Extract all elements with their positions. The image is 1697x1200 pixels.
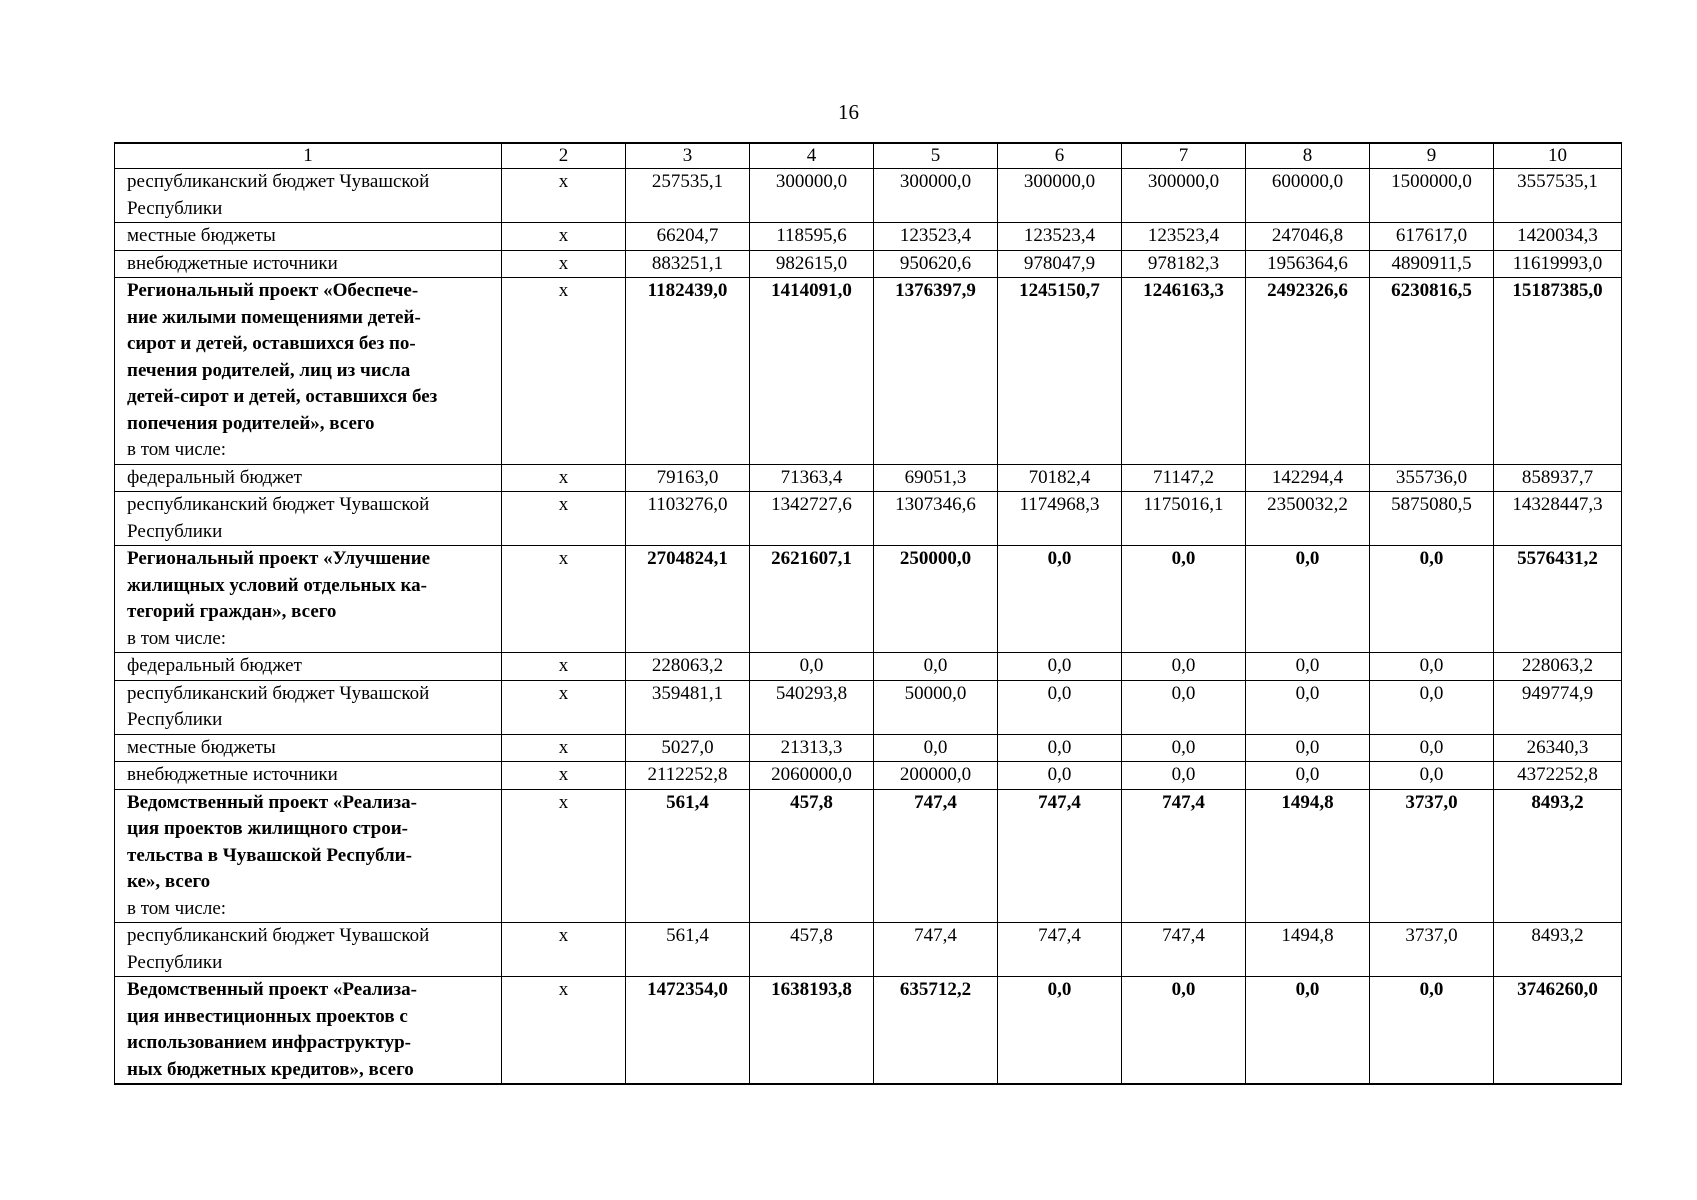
column-2-cell: х (502, 762, 626, 790)
value-cell: 8493,2 (1494, 789, 1622, 923)
funding-source-label (127, 681, 491, 734)
value-cell: 747,4 (1122, 923, 1246, 977)
value-cell: 300000,0 (998, 169, 1122, 223)
value-cell: 257535,1 (626, 169, 750, 223)
column-header-4: 4 (750, 143, 874, 169)
label-line: детей-сирот и детей, оставшихся без (127, 386, 438, 407)
value-cell: 0,0 (874, 653, 998, 681)
label-line: ция проектов жилищного строи- (127, 818, 409, 839)
row-label (115, 923, 502, 977)
value-cell: 561,4 (626, 923, 750, 977)
column-header-6: 6 (998, 143, 1122, 169)
value-cell: 0,0 (1370, 680, 1494, 734)
value-cell: 228063,2 (1494, 653, 1622, 681)
value-cell: 359481,1 (626, 680, 750, 734)
column-2-cell: х (502, 169, 626, 223)
label-line: Республики (127, 709, 223, 730)
value-cell: 1376397,9 (874, 278, 998, 465)
label-line: Ведомственный проект «Реализа- (127, 979, 417, 1000)
label-line: Региональный проект «Обеспече- (127, 280, 419, 301)
column-2-cell: х (502, 923, 626, 977)
row-label (115, 223, 502, 251)
column-header-1: 1 (115, 143, 502, 169)
value-cell: 250000,0 (874, 546, 998, 653)
table-body (115, 143, 1622, 1084)
value-cell: 540293,8 (750, 680, 874, 734)
value-cell: 5027,0 (626, 734, 750, 762)
value-cell: 66204,7 (626, 223, 750, 251)
column-2-cell: х (502, 789, 626, 923)
value-cell: 123523,4 (998, 223, 1122, 251)
value-cell: 6230816,5 (1370, 278, 1494, 465)
value-cell: 0,0 (998, 977, 1122, 1085)
label-line: попечения родителей», всего (127, 412, 375, 434)
value-cell: 300000,0 (1122, 169, 1246, 223)
value-cell: 858937,7 (1494, 464, 1622, 492)
table-row (115, 762, 1622, 790)
label-line: ние жилыми помещениями детей- (127, 306, 421, 328)
value-cell: 0,0 (1370, 762, 1494, 790)
value-cell: 3557535,1 (1494, 169, 1622, 223)
project-title (127, 546, 491, 626)
label-line: республиканский бюджет Чувашской (127, 171, 430, 192)
value-cell: 0,0 (750, 653, 874, 681)
project-title (127, 278, 491, 437)
value-cell: 1414091,0 (750, 278, 874, 465)
funding-source-label: внебюджетные источники (127, 764, 338, 785)
value-cell: 1182439,0 (626, 278, 750, 465)
value-cell: 21313,3 (750, 734, 874, 762)
row-label (115, 762, 502, 790)
table-row (115, 250, 1622, 278)
value-cell: 0,0 (1246, 653, 1370, 681)
including-label: в том числе: (127, 627, 227, 649)
column-2-cell: х (502, 278, 626, 465)
value-cell: 0,0 (1122, 680, 1246, 734)
value-cell: 228063,2 (626, 653, 750, 681)
table-row (115, 789, 1622, 923)
budget-table (114, 142, 1622, 1085)
value-cell: 600000,0 (1246, 169, 1370, 223)
label-line: республиканский бюджет Чувашской (127, 682, 430, 704)
value-cell: 747,4 (874, 789, 998, 923)
value-cell: 949774,9 (1494, 680, 1622, 734)
table-row (115, 977, 1622, 1085)
value-cell: 1638193,8 (750, 977, 874, 1085)
value-cell: 11619993,0 (1494, 250, 1622, 278)
value-cell: 0,0 (998, 653, 1122, 681)
column-header-8: 8 (1246, 143, 1370, 169)
value-cell: 1342727,6 (750, 492, 874, 546)
value-cell: 70182,4 (998, 464, 1122, 492)
column-2-cell: х (502, 653, 626, 681)
value-cell: 0,0 (1370, 653, 1494, 681)
value-cell: 0,0 (1370, 977, 1494, 1085)
value-cell: 1175016,1 (1122, 492, 1246, 546)
value-cell: 300000,0 (874, 169, 998, 223)
label-line: ке», всего (127, 871, 211, 892)
value-cell: 0,0 (998, 680, 1122, 734)
value-cell: 69051,3 (874, 464, 998, 492)
value-cell: 635712,2 (874, 977, 998, 1085)
row-label (115, 278, 502, 465)
funding-source-label: федеральный бюджет (127, 655, 302, 676)
value-cell: 79163,0 (626, 464, 750, 492)
label-line: использованием инфраструктур- (127, 1032, 411, 1053)
value-cell: 247046,8 (1246, 223, 1370, 251)
including-label: в том числе: (127, 897, 227, 919)
column-header-5: 5 (874, 143, 998, 169)
funding-source-label (127, 923, 491, 976)
table-row (115, 546, 1622, 653)
row-label (115, 250, 502, 278)
value-cell: 123523,4 (874, 223, 998, 251)
value-cell: 0,0 (1246, 762, 1370, 790)
value-cell: 8493,2 (1494, 923, 1622, 977)
value-cell: 200000,0 (874, 762, 998, 790)
value-cell: 355736,0 (1370, 464, 1494, 492)
value-cell: 982615,0 (750, 250, 874, 278)
row-label (115, 492, 502, 546)
table-row (115, 464, 1622, 492)
value-cell: 71147,2 (1122, 464, 1246, 492)
value-cell: 300000,0 (750, 169, 874, 223)
column-header-2: 2 (502, 143, 626, 169)
row-label (115, 653, 502, 681)
label-line: Республики (127, 520, 223, 542)
value-cell: 0,0 (874, 734, 998, 762)
project-title (127, 790, 491, 896)
value-cell: 0,0 (1246, 734, 1370, 762)
value-cell: 1103276,0 (626, 492, 750, 546)
label-line: Республики (127, 197, 223, 219)
label-line: тегорий граждан», всего (127, 601, 337, 622)
funding-source-label: внебюджетные источники (127, 252, 338, 274)
value-cell: 5875080,5 (1370, 492, 1494, 546)
value-cell: 0,0 (998, 762, 1122, 790)
value-cell: 1246163,3 (1122, 278, 1246, 465)
value-cell: 0,0 (998, 546, 1122, 653)
value-cell: 1494,8 (1246, 789, 1370, 923)
value-cell: 978047,9 (998, 250, 1122, 278)
funding-source-label (127, 492, 491, 545)
value-cell: 457,8 (750, 923, 874, 977)
table-row (115, 734, 1622, 762)
table-header-row (115, 143, 1622, 169)
value-cell: 50000,0 (874, 680, 998, 734)
label-line: жилищных условий отдельных ка- (127, 574, 427, 596)
funding-source-label: федеральный бюджет (127, 466, 302, 488)
column-2-cell: х (502, 250, 626, 278)
row-label (115, 789, 502, 923)
value-cell: 3737,0 (1370, 923, 1494, 977)
value-cell: 950620,6 (874, 250, 998, 278)
label-line: ных бюджетных кредитов», всего (127, 1058, 414, 1080)
value-cell: 747,4 (998, 789, 1122, 923)
value-cell: 2621607,1 (750, 546, 874, 653)
table-row (115, 492, 1622, 546)
label-line: печения родителей, лиц из числа (127, 359, 411, 381)
value-cell: 1420034,3 (1494, 223, 1622, 251)
label-line: республиканский бюджет Чувашской (127, 925, 430, 946)
label-line: Ведомственный проект «Реализа- (127, 791, 417, 813)
row-label (115, 169, 502, 223)
value-cell: 4372252,8 (1494, 762, 1622, 790)
label-line: республиканский бюджет Чувашской (127, 494, 430, 515)
value-cell: 0,0 (1246, 680, 1370, 734)
row-label (115, 464, 502, 492)
label-line: Республики (127, 951, 223, 973)
value-cell: 0,0 (1122, 977, 1246, 1085)
table-row (115, 653, 1622, 681)
column-2-cell: х (502, 492, 626, 546)
value-cell: 118595,6 (750, 223, 874, 251)
table-row (115, 680, 1622, 734)
value-cell: 1174968,3 (998, 492, 1122, 546)
value-cell: 3737,0 (1370, 789, 1494, 923)
table-row (115, 169, 1622, 223)
value-cell: 747,4 (998, 923, 1122, 977)
value-cell: 2704824,1 (626, 546, 750, 653)
value-cell: 0,0 (1122, 546, 1246, 653)
column-header-7: 7 (1122, 143, 1246, 169)
column-header-9: 9 (1370, 143, 1494, 169)
value-cell: 142294,4 (1246, 464, 1370, 492)
value-cell: 457,8 (750, 789, 874, 923)
value-cell: 3746260,0 (1494, 977, 1622, 1085)
value-cell: 0,0 (1122, 653, 1246, 681)
value-cell: 0,0 (998, 734, 1122, 762)
value-cell: 2492326,6 (1246, 278, 1370, 465)
value-cell: 4890911,5 (1370, 250, 1494, 278)
value-cell: 0,0 (1122, 762, 1246, 790)
value-cell: 0,0 (1246, 977, 1370, 1085)
value-cell: 978182,3 (1122, 250, 1246, 278)
value-cell: 1472354,0 (626, 977, 750, 1085)
value-cell: 26340,3 (1494, 734, 1622, 762)
value-cell: 14328447,3 (1494, 492, 1622, 546)
value-cell: 1500000,0 (1370, 169, 1494, 223)
including-label: в том числе: (127, 439, 227, 460)
value-cell: 2112252,8 (626, 762, 750, 790)
table-row (115, 223, 1622, 251)
value-cell: 617617,0 (1370, 223, 1494, 251)
value-cell: 71363,4 (750, 464, 874, 492)
table-row (115, 278, 1622, 465)
label-line: сирот и детей, оставшихся без по- (127, 333, 416, 354)
label-line: ция инвестиционных проектов с (127, 1005, 408, 1027)
funding-source-label: местные бюджеты (127, 225, 276, 246)
column-2-cell: х (502, 734, 626, 762)
value-cell: 5576431,2 (1494, 546, 1622, 653)
label-line: тельства в Чувашской Республи- (127, 844, 412, 866)
row-label (115, 680, 502, 734)
value-cell: 15187385,0 (1494, 278, 1622, 465)
row-label (115, 734, 502, 762)
funding-source-label (127, 169, 491, 222)
row-label (115, 546, 502, 653)
value-cell: 747,4 (1122, 789, 1246, 923)
value-cell: 1956364,6 (1246, 250, 1370, 278)
funding-source-label: местные бюджеты (127, 736, 276, 758)
page-number: 16 (838, 100, 859, 124)
value-cell: 123523,4 (1122, 223, 1246, 251)
value-cell: 1245150,7 (998, 278, 1122, 465)
value-cell: 2060000,0 (750, 762, 874, 790)
row-label (115, 977, 502, 1085)
column-2-cell: х (502, 977, 626, 1085)
value-cell: 2350032,2 (1246, 492, 1370, 546)
value-cell: 0,0 (1370, 734, 1494, 762)
value-cell: 1494,8 (1246, 923, 1370, 977)
value-cell: 0,0 (1246, 546, 1370, 653)
column-2-cell: х (502, 223, 626, 251)
column-header-3: 3 (626, 143, 750, 169)
value-cell: 0,0 (1370, 546, 1494, 653)
value-cell: 0,0 (1122, 734, 1246, 762)
value-cell: 1307346,6 (874, 492, 998, 546)
project-title (127, 977, 491, 1083)
column-2-cell: х (502, 546, 626, 653)
column-2-cell: х (502, 680, 626, 734)
value-cell: 883251,1 (626, 250, 750, 278)
column-header-10: 10 (1494, 143, 1622, 169)
column-2-cell: х (502, 464, 626, 492)
value-cell: 561,4 (626, 789, 750, 923)
label-line: Региональный проект «Улучшение (127, 548, 431, 569)
table-row (115, 923, 1622, 977)
value-cell: 747,4 (874, 923, 998, 977)
